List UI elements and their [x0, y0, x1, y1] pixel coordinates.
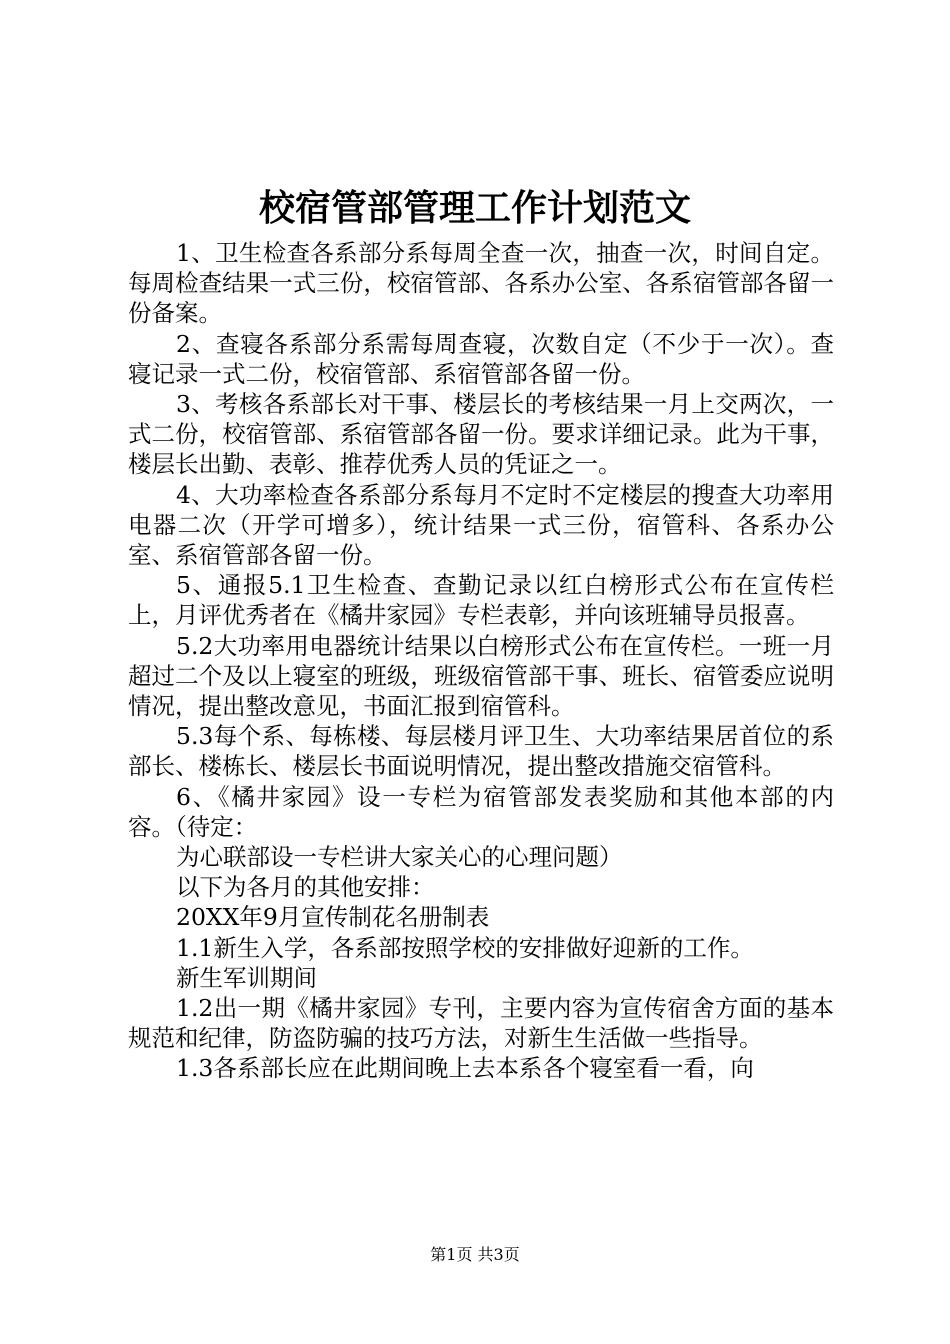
- paragraph: 5.2大功率用电器统计结果以白榜形式公布在宣传栏。一班一月超过二个及以上寝室的班级，班级宿管部干事、班长、宿管委应说明情况，提出整改意见，书面汇报到宿管科。: [128, 631, 834, 721]
- page-footer: 第1页 共3页: [430, 1245, 520, 1264]
- paragraph: 1.3各系部长应在此期间晚上去本系各个寝室看一看，向: [176, 1054, 754, 1083]
- paragraph: 20XX年9月宣传制花名册制表: [176, 903, 490, 932]
- paragraph: 6、《橘井家园》设一专栏为宿管部发表奖励和其他本部的内容。（待定：: [128, 782, 834, 841]
- paragraph: 1.2出一期《橘井家园》专刊，主要内容为宣传宿舍方面的基本规范和纪律，防盗防骗的技巧方法，对新生生活做一些指导。: [128, 994, 834, 1053]
- paragraph: 1、卫生检查各系部分系每周全查一次，抽查一次，时间自定。每周检查结果一式三份，校宿管部、各系办公室、各系宿管部各留一份备案。: [128, 239, 834, 328]
- paragraph: 2、查寝各系部分系需每周查寝，次数自定（不少于一次）。查寝记录一式二份，校宿管部、系宿管部各留一份。: [128, 329, 834, 388]
- paragraph: 以下为各月的其他安排：: [176, 873, 435, 902]
- paragraph: 4、大功率检查各系部分系每月不定时不定楼层的搜查大功率用电器二次（开学可增多），统计结果一式三份，宿管科、各系办公室、系宿管部各留一份。: [128, 480, 834, 570]
- paragraph: 5、通报5.1卫生检查、查勤记录以红白榜形式公布在宣传栏上，月评优秀者在《橘井家园》专栏表彰，并向该班辅导员报喜。: [128, 571, 834, 630]
- paragraph: 3、考核各系部长对干事、楼层长的考核结果一月上交两次，一式二份，校宿管部、系宿管部各留一份。要求详细记录。此为干事，楼层长出勤、表彰、推荐优秀人员的凭证之一。: [128, 390, 834, 479]
- document-title: 校宿管部管理工作计划范文: [258, 187, 691, 229]
- paragraph: 为心联部设一专栏讲大家关心的心理问题）: [176, 843, 623, 872]
- paragraph: 5.3每个系、每栋楼、每层楼月评卫生、大功率结果居首位的系部长、楼栋长、楼层长书面说明情况，提出整改措施交宿管科。: [128, 722, 834, 781]
- paragraph: 1.1新生入学，各系部按照学校的安排做好迎新的工作。: [176, 933, 754, 962]
- document-body: [128, 238, 834, 1084]
- paragraph: 新生军训期间: [176, 963, 317, 992]
